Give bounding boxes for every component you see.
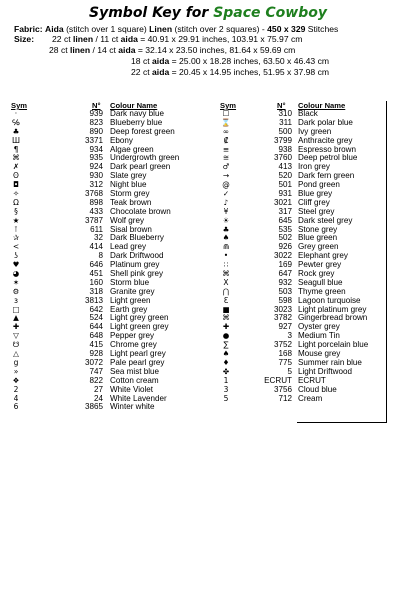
colour-name: Light Driftwood — [298, 366, 352, 376]
symbol-glyph: ● — [222, 331, 230, 341]
fabric-linen-note: (stitch over 2 squares) - — [174, 24, 265, 34]
colour-name: ECRUT — [298, 375, 326, 385]
dmc-number: 3022 — [273, 251, 292, 261]
symbol-glyph: △ — [13, 349, 19, 359]
colour-name: Seagull blue — [298, 277, 343, 287]
colour-name: Blue grey — [298, 189, 333, 199]
colour-name: White Lavender — [110, 393, 167, 403]
dmc-number: 310 — [278, 109, 292, 118]
symbol-glyph: ʖ — [14, 251, 18, 261]
col-num-left: N° — [92, 101, 101, 110]
symbol-glyph: X — [223, 277, 229, 287]
size-line: 22 ct aida = 20.45 x 14.95 inches, 51.95 x 37.98 cm — [131, 67, 330, 77]
symbol-glyph: ⊺ — [14, 224, 18, 234]
colour-name: Dark Blueberry — [110, 233, 164, 243]
fabric-stitches: 450 x 329 — [267, 24, 306, 34]
colour-name: Light porcelain blue — [298, 340, 369, 350]
fabric-stitches-label: Stitches — [307, 24, 339, 34]
symbol-glyph: ≅ — [222, 153, 230, 163]
left-color-list — [0, 110, 200, 412]
symbol-glyph: ¶ — [13, 144, 19, 154]
dmc-number: 822 — [89, 375, 103, 385]
colour-name: Espresso brown — [298, 144, 357, 154]
dmc-number: 3813 — [84, 295, 103, 305]
dmc-number: 24 — [93, 393, 103, 403]
dmc-number: 318 — [89, 286, 103, 296]
dmc-number: 648 — [89, 331, 103, 341]
symbol-glyph: ☋ — [12, 340, 20, 350]
symbol-glyph: ⌘ — [222, 269, 230, 279]
dmc-number: 502 — [278, 233, 292, 243]
dmc-number: 5 — [287, 366, 292, 376]
dmc-number: 414 — [89, 242, 103, 252]
symbol-glyph: Ш — [11, 135, 21, 145]
symbol-glyph: ∞ — [222, 126, 230, 136]
symbol-glyph: 3 — [223, 384, 229, 394]
symbol-glyph: Ɛ — [223, 295, 229, 305]
dmc-number: 501 — [278, 180, 292, 190]
dmc-number: 747 — [89, 366, 103, 376]
colour-name: Black — [298, 109, 318, 118]
colour-name: Gingerbread brown — [298, 313, 368, 323]
symbol-glyph: • — [223, 251, 229, 261]
fabric-label: Fabric: — [14, 24, 43, 34]
dmc-number: 898 — [89, 197, 103, 207]
color-row — [0, 403, 200, 412]
symbol-glyph: ✰ — [12, 233, 20, 243]
dmc-number: 3799 — [273, 135, 292, 145]
title-prefix: Symbol Key for — [89, 5, 209, 21]
symbol-glyph: ✓ — [222, 189, 230, 199]
colour-name: Algae green — [110, 144, 154, 154]
colour-name: Dark navy blue — [110, 109, 164, 118]
dmc-number: 3760 — [273, 153, 292, 163]
colour-name: Night blue — [110, 180, 147, 190]
col-sym-left: Sym — [11, 101, 28, 110]
size-label: Size: — [14, 34, 35, 44]
symbol-glyph: ★ — [12, 215, 20, 225]
colour-name: Chocolate brown — [110, 206, 171, 216]
colour-name: Pepper grey — [110, 331, 155, 341]
dmc-number: 928 — [89, 349, 103, 359]
symbol-glyph: ⋂ — [222, 286, 230, 296]
colour-name: White Violet — [110, 384, 154, 394]
symbol-glyph: ≡ — [222, 144, 230, 154]
dmc-number: 3021 — [273, 197, 292, 207]
symbol-glyph: 4 — [13, 393, 19, 403]
symbol-glyph: ✚ — [12, 322, 20, 332]
dmc-number: 939 — [89, 109, 103, 118]
dmc-number: 524 — [89, 313, 103, 323]
symbol-glyph: ♠ — [222, 233, 230, 243]
dmc-number: 935 — [89, 153, 103, 163]
colour-name: Dark fern green — [298, 171, 355, 181]
colour-name: Lagoon turquoise — [298, 295, 361, 305]
symbol-glyph: ♣ — [222, 224, 230, 234]
symbol-glyph: ✗ — [12, 162, 20, 172]
colour-name: Winter white — [110, 402, 155, 412]
size-line: 18 ct aida = 25.00 x 18.28 inches, 63.50 x 46.43 cm — [131, 56, 330, 66]
size-line: 28 ct linen / 14 ct aida = 32.14 x 23.50 inches, 81.64 x 59.69 cm — [49, 45, 296, 55]
dmc-number: 938 — [278, 144, 292, 154]
colour-name: Teak brown — [110, 197, 152, 207]
dmc-number: 930 — [89, 171, 103, 181]
symbol-glyph: ▽ — [13, 331, 19, 341]
colour-name: Earth grey — [110, 304, 148, 314]
colour-name: Iron grey — [298, 162, 330, 172]
dmc-number: 924 — [89, 162, 103, 172]
colour-name: Light grey green — [110, 313, 169, 323]
colour-name: Dark steel grey — [298, 215, 353, 225]
dmc-number: 3756 — [273, 384, 292, 394]
dmc-number: ECRUT — [264, 375, 292, 385]
colour-name: Blue green — [298, 233, 338, 243]
symbol-glyph: ❖ — [12, 375, 20, 385]
symbol-glyph: 5 — [223, 393, 229, 403]
colour-name: Sea mist blue — [110, 366, 160, 376]
symbol-glyph: ⌘ — [12, 153, 20, 163]
colour-name: Platinum grey — [110, 260, 160, 270]
dmc-number: 3371 — [84, 135, 103, 145]
dmc-number: 317 — [278, 206, 292, 216]
dmc-number: 413 — [278, 162, 292, 172]
colour-name: Dark pearl green — [110, 162, 171, 172]
symbol-glyph: ✚ — [222, 322, 230, 332]
dmc-number: 642 — [89, 304, 103, 314]
symbol-glyph: ɜ — [14, 295, 18, 305]
dmc-number: 644 — [89, 322, 103, 332]
symbol-glyph: ∑ — [223, 340, 229, 350]
colour-name: Slate grey — [110, 171, 147, 181]
symbol-glyph: 6 — [13, 402, 19, 412]
col-num-right: N° — [277, 101, 286, 110]
dmc-number: 823 — [89, 117, 103, 127]
colour-name: Steel grey — [298, 206, 335, 216]
dmc-number: 932 — [278, 277, 292, 287]
symbol-glyph: ℅ — [12, 117, 20, 127]
colour-name: Pond green — [298, 180, 340, 190]
colour-name: Cotton cream — [110, 375, 159, 385]
symbol-glyph: □ — [12, 304, 20, 314]
colour-name: Oyster grey — [298, 322, 340, 332]
dmc-number: 611 — [90, 224, 103, 234]
col-sym-right: Sym — [220, 101, 237, 110]
symbol-glyph: ◕ — [12, 269, 20, 279]
colour-name: Chrome grey — [110, 340, 157, 350]
dmc-number: 168 — [278, 349, 292, 359]
symbol-glyph: Ω — [13, 197, 19, 207]
dmc-number: 312 — [89, 180, 103, 190]
colour-name: Light green — [110, 295, 151, 305]
dmc-number: 775 — [278, 357, 292, 367]
symbol-glyph: ☐ — [222, 109, 230, 118]
dmc-number: 3782 — [273, 313, 292, 323]
dmc-number: 415 — [89, 340, 103, 350]
symbol-glyph: ▲ — [13, 313, 19, 323]
dmc-number: 32 — [93, 233, 103, 243]
dmc-number: 8 — [98, 251, 103, 261]
symbol-glyph: · — [14, 109, 18, 118]
colour-name: Elephant grey — [298, 251, 348, 261]
colour-name: Medium Tin — [298, 331, 340, 341]
colour-name: Stone grey — [298, 224, 338, 234]
colour-name: Grey green — [298, 242, 339, 252]
fabric-line — [14, 24, 338, 34]
colour-name: Lead grey — [110, 242, 146, 252]
symbol-glyph: @ — [222, 180, 230, 190]
symbol-glyph: ∷ — [223, 260, 229, 270]
size-line: 22 ct linen / 11 ct aida = 40.91 x 29.91 inches, 103.91 x 75.97 cm — [52, 34, 303, 44]
dmc-number: 712 — [278, 393, 292, 403]
symbol-glyph: ₡ — [223, 135, 229, 145]
dmc-number: 926 — [278, 242, 292, 252]
symbol-glyph: ☀ — [222, 215, 230, 225]
symbol-glyph: 1 — [223, 375, 229, 385]
dmc-number: 3787 — [84, 215, 103, 225]
symbol-glyph: ✤ — [222, 366, 230, 376]
dmc-number: 500 — [278, 126, 292, 136]
col-name-left: Colour Name — [110, 101, 158, 110]
symbol-glyph: ♣ — [12, 126, 20, 136]
colour-name: Ivy green — [298, 126, 332, 136]
fabric-aida: Aida — [45, 24, 64, 34]
colour-name: Shell pink grey — [110, 269, 164, 279]
symbol-glyph: ¥ — [223, 206, 229, 216]
colour-name: Storm blue — [110, 277, 150, 287]
colour-name: Light pearl grey — [110, 349, 166, 359]
right-color-list — [200, 110, 386, 403]
colour-name: Blueberry blue — [110, 117, 163, 127]
dmc-number: 160 — [89, 277, 103, 287]
colour-name: Granite grey — [110, 286, 155, 296]
symbol-glyph: ♥ — [12, 260, 20, 270]
symbol-glyph: § — [14, 206, 18, 216]
dmc-number: 3023 — [273, 304, 292, 314]
symbol-glyph: ✧ — [12, 189, 20, 199]
colour-name: Storm grey — [110, 189, 150, 199]
fabric-linen: Linen — [149, 24, 173, 34]
dmc-number: 647 — [278, 269, 292, 279]
fabric-aida-note: (stitch over 1 square) — [66, 24, 147, 34]
symbol-glyph: ♠ — [222, 349, 230, 359]
dmc-number: 927 — [278, 322, 292, 332]
colour-name: Thyme green — [298, 286, 346, 296]
dmc-number: 934 — [89, 144, 103, 154]
colour-name: Summer rain blue — [298, 357, 362, 367]
dmc-number: 169 — [278, 260, 292, 270]
symbol-glyph: ✶ — [12, 277, 20, 287]
dmc-number: 451 — [89, 269, 103, 279]
colour-name: Dark polar blue — [298, 117, 353, 127]
dmc-number: 3768 — [84, 189, 103, 199]
colour-name: Pewter grey — [298, 260, 342, 270]
pattern-name: Space Cowboy — [213, 5, 327, 21]
symbol-glyph: ⌘ — [222, 313, 230, 323]
symbol-glyph: ♪ — [223, 197, 229, 207]
colour-name: Mouse grey — [298, 349, 341, 359]
colour-name: Cloud blue — [298, 384, 337, 394]
symbol-glyph: ⋒ — [222, 242, 230, 252]
dmc-number: 645 — [278, 215, 292, 225]
symbol-glyph: ʘ — [13, 171, 19, 181]
dmc-number: 503 — [278, 286, 292, 296]
dmc-number: 3 — [287, 331, 292, 341]
page-title — [0, 5, 416, 21]
colour-name: Cliff grey — [298, 197, 330, 207]
dmc-number: 931 — [278, 189, 292, 199]
colour-name: Rock grey — [298, 269, 335, 279]
symbol-glyph: ◘ — [13, 180, 19, 190]
symbol-glyph: » — [13, 366, 19, 376]
dmc-number: 311 — [279, 117, 292, 127]
dmc-number: 646 — [89, 260, 103, 270]
colour-name: Cream — [298, 393, 323, 403]
colour-name: Deep forest green — [110, 126, 175, 136]
color-row — [200, 395, 386, 404]
dmc-number: 598 — [278, 295, 292, 305]
colour-name: Undergrowth green — [110, 153, 180, 163]
dmc-number: 433 — [89, 206, 103, 216]
divider-line — [386, 101, 387, 422]
colour-name: Wolf grey — [110, 215, 145, 225]
dmc-number: 3865 — [84, 402, 103, 412]
symbol-glyph: ■ — [222, 304, 230, 314]
divider-line — [297, 422, 387, 423]
colour-name: Ebony — [110, 135, 133, 145]
colour-name: Light platinum grey — [298, 304, 367, 314]
colour-name: Sisal brown — [110, 224, 152, 234]
symbol-glyph: → — [222, 171, 230, 181]
symbol-glyph: ⌛ — [221, 117, 231, 127]
dmc-number: 520 — [278, 171, 292, 181]
dmc-number: 535 — [278, 224, 292, 234]
colour-name: Deep petrol blue — [298, 153, 358, 163]
symbol-glyph: < — [12, 242, 20, 252]
dmc-number: 3752 — [273, 340, 292, 350]
dmc-number: 27 — [93, 384, 103, 394]
symbol-glyph: ♦ — [222, 357, 230, 367]
symbol-glyph: g — [13, 357, 19, 367]
colour-name: Pale pearl grey — [110, 357, 165, 367]
symbol-glyph: 2 — [13, 384, 19, 394]
dmc-number: 890 — [89, 126, 103, 136]
colour-name: Dark Driftwood — [110, 251, 164, 261]
symbol-glyph: ♂ — [222, 162, 230, 172]
symbol-glyph: ⚙ — [12, 286, 20, 296]
dmc-number: 3072 — [84, 357, 103, 367]
colour-name: Anthracite grey — [298, 135, 353, 145]
col-name-right: Colour Name — [298, 101, 346, 110]
colour-name: Light green grey — [110, 322, 169, 332]
